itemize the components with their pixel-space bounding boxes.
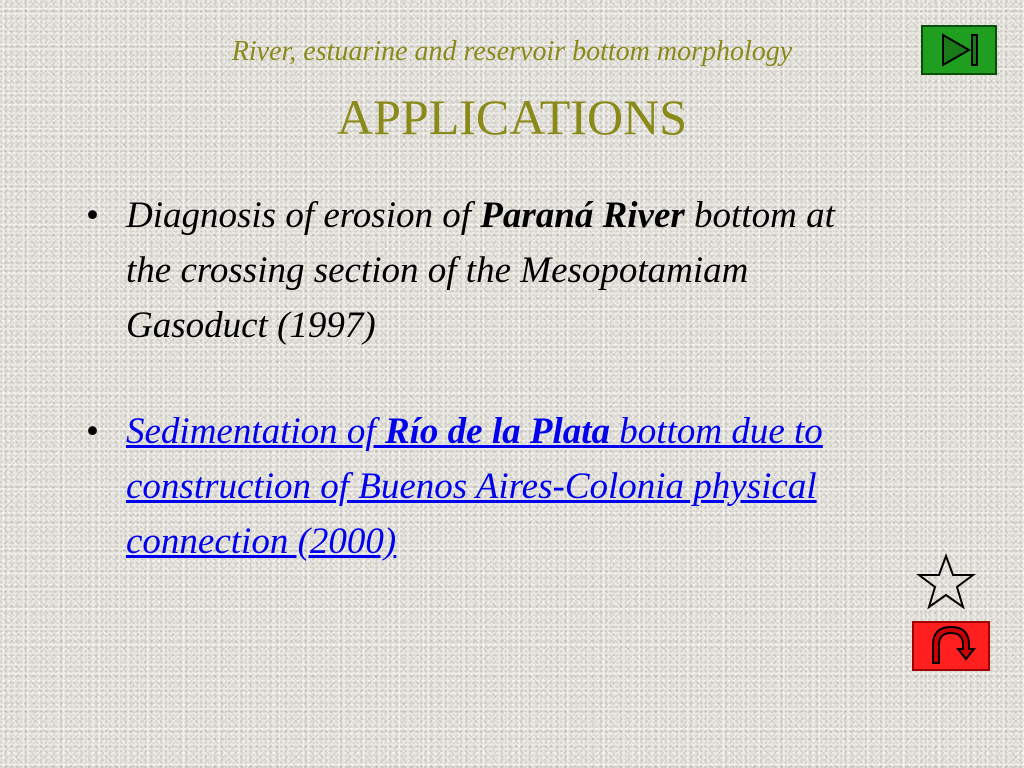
- return-button[interactable]: [912, 621, 990, 671]
- next-slide-button[interactable]: [921, 25, 997, 75]
- link-lead-text: Sedimentation of: [126, 411, 385, 452]
- slide-subtitle: River, estuarine and reservoir bottom morphology: [231, 36, 793, 67]
- link-emphasis-text: Río de la Plata: [384, 411, 611, 452]
- star-outline-icon[interactable]: [915, 553, 977, 611]
- bullet-item-parana: [86, 188, 846, 353]
- u-turn-back-icon: [914, 623, 988, 669]
- bullet-item-rio-de-la-plata: [86, 404, 846, 569]
- bullet-marker: •: [86, 411, 99, 452]
- rio-de-la-plata-link[interactable]: [126, 411, 823, 562]
- bullet-emphasis-text: Paraná River: [480, 195, 685, 236]
- bullet-list: [86, 188, 846, 569]
- bullet-marker: •: [86, 195, 99, 236]
- slide-title: APPLICATIONS: [336, 89, 688, 145]
- bullet-tail-text: bottom at the crossing section of the Mesopotamiam Gasoduct (1997): [126, 195, 835, 346]
- link-tail-text: bottom due to construction of Buenos Aires-Colonia physical connection (2000): [126, 411, 823, 562]
- bullet-lead-text: Diagnosis of erosion of: [126, 195, 481, 236]
- next-track-icon: [923, 27, 995, 73]
